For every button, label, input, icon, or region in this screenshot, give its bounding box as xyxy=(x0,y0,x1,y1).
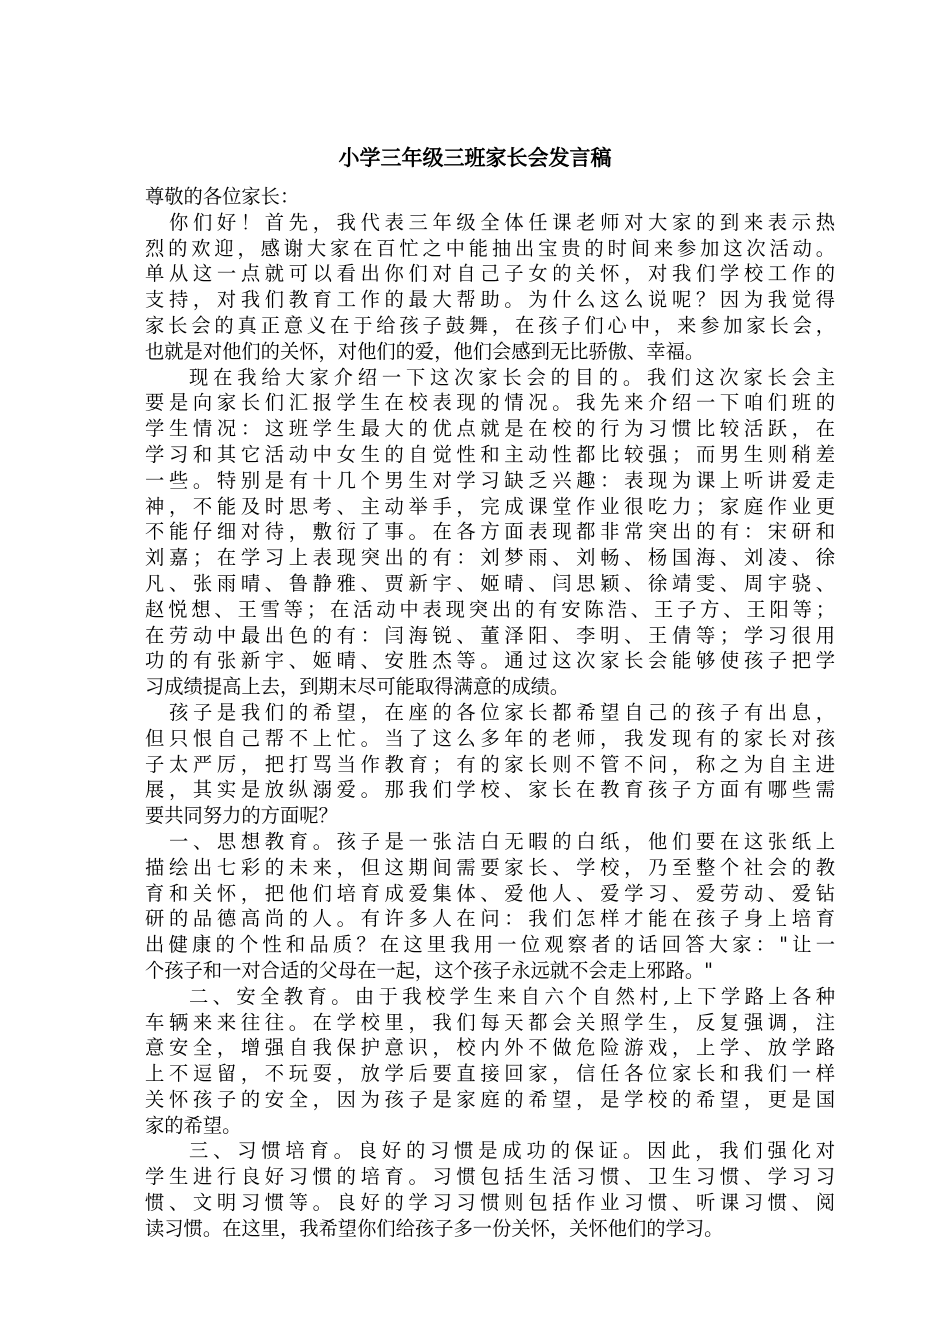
text-line: 功的有张新宇、姬晴、安胜杰等。通过这次家长会能够使孩子把学 xyxy=(145,649,835,673)
text-line: 个孩子和一对合适的父母在一起，这个孩子永远就不会走上邪路。" xyxy=(145,958,714,982)
text-line: 家的希望。 xyxy=(145,1113,242,1137)
text-line: 三、习惯培育。良好的习惯是成功的保证。因此，我们强化对 xyxy=(189,1139,835,1163)
text-line: 凡、张雨晴、鲁静雅、贾新宇、姬晴、闫思颖、徐靖雯、周宇骁、 xyxy=(145,571,835,595)
text-line: 出健康的个性和品质？在这里我用一位观察者的话回答大家："让一 xyxy=(145,933,835,957)
text-line: 烈的欢迎，感谢大家在百忙之中能抽出宝贵的时间来参加这次活动。 xyxy=(145,236,835,260)
document-title: 小学三年级三班家长会发言稿 xyxy=(338,145,612,170)
text-line: 育和关怀，把他们培育成爱集体、爱他人、爱学习、爱劳动、爱钻 xyxy=(145,881,835,905)
text-line: 家长会的真正意义在于给孩子鼓舞，在孩子们心中，来参加家长会， xyxy=(145,313,835,337)
text-line: 研的品德高尚的人。有许多人在问：我们怎样才能在孩子身上培育 xyxy=(145,907,835,931)
text-line: 要是向家长们汇报学生在校表现的情况。我先来介绍一下咱们班的 xyxy=(145,391,835,415)
text-line: 赵悦想、王雪等；在活动中表现突出的有安陈浩、王子方、王阳等； xyxy=(145,597,835,621)
text-line: 学生进行良好习惯的培育。习惯包括生活习惯、卫生习惯、学习习 xyxy=(145,1165,835,1189)
text-line: 惯、文明习惯等。良好的学习习惯则包括作业习惯、听课习惯、阅 xyxy=(145,1191,835,1215)
text-line: 在劳动中最出色的有：闫海锐、董泽阳、李明、王倩等；学习很用 xyxy=(145,623,835,647)
text-line: 你们好！首先，我代表三年级全体任课老师对大家的到来表示热 xyxy=(169,210,835,234)
text-line: 但只恨自己帮不上忙。当了这么多年的老师，我发现有的家长对孩 xyxy=(145,726,835,750)
text-line: 车辆来来往往。在学校里，我们每天都会关照学生，反复强调，注 xyxy=(145,1010,835,1034)
text-line: 上不逗留，不玩耍，放学后要直接回家，信任各位家长和我们一样 xyxy=(145,1062,835,1086)
text-line: 现在我给大家介绍一下这次家长会的目的。我们这次家长会主 xyxy=(189,365,835,389)
text-line: 不能仔细对待，敷衍了事。在各方面表现都非常突出的有：宋研和 xyxy=(145,520,835,544)
text-line: 神，不能及时思考、主动举手，完成课堂作业很吃力；家庭作业更 xyxy=(145,494,835,518)
text-line: 孩子是我们的希望，在座的各位家长都希望自己的孩子有出息， xyxy=(169,700,835,724)
text-line: 一、思想教育。孩子是一张洁白无暇的白纸，他们要在这张纸上 xyxy=(169,829,835,853)
text-line: 尊敬的各位家长： xyxy=(145,185,300,208)
document-body xyxy=(145,184,835,1242)
text-line: 单从这一点就可以看出你们对自己子女的关怀，对我们学校工作的 xyxy=(145,262,835,286)
text-line: 一些。特别是有十几个男生对学习缺乏兴趣：表现为课上听讲爱走 xyxy=(145,468,835,492)
text-line: 展，其实是放纵溺爱。那我们学校、家长在教育孩子方面有哪些需 xyxy=(145,778,835,802)
text-line: 刘嘉；在学习上表现突出的有：刘梦雨、刘畅、杨国海、刘凌、徐 xyxy=(145,546,835,570)
text-line: 关怀孩子的安全，因为孩子是家庭的希望，是学校的希望，更是国 xyxy=(145,1087,835,1111)
text-line: 要共同努力的方面呢？ xyxy=(145,804,338,828)
text-line: 子太严厉，把打骂当作教育；有的家长则不管不问，称之为自主进 xyxy=(145,752,835,776)
text-line: 学生情况：这班学生最大的优点就是在校的行为习惯比较活跃，在 xyxy=(145,417,835,441)
text-line: 二、安全教育。由于我校学生来自六个自然村,上下学路上各种 xyxy=(189,984,835,1008)
text-line: 描绘出七彩的未来，但这期间需要家长、学校，乃至整个社会的教 xyxy=(145,855,835,879)
text-line: 读习惯。在这里，我希望你们给孩子多一份关怀，关怀他们的学习。 xyxy=(145,1216,724,1240)
text-line: 意安全，增强自我保护意识，校内外不做危险游戏，上学、放学路 xyxy=(145,1036,835,1060)
text-line: 支持，对我们教育工作的最大帮助。为什么这么说呢？因为我觉得 xyxy=(145,288,835,312)
text-line: 也就是对他们的关怀，对他们的爱，他们会感到无比骄傲、幸福。 xyxy=(145,339,705,363)
text-line: 习成绩提高上去，到期末尽可能取得满意的成绩。 xyxy=(145,675,570,699)
text-line: 学习和其它活动中女生的自觉性和主动性都比较强；而男生则稍差 xyxy=(145,442,835,466)
